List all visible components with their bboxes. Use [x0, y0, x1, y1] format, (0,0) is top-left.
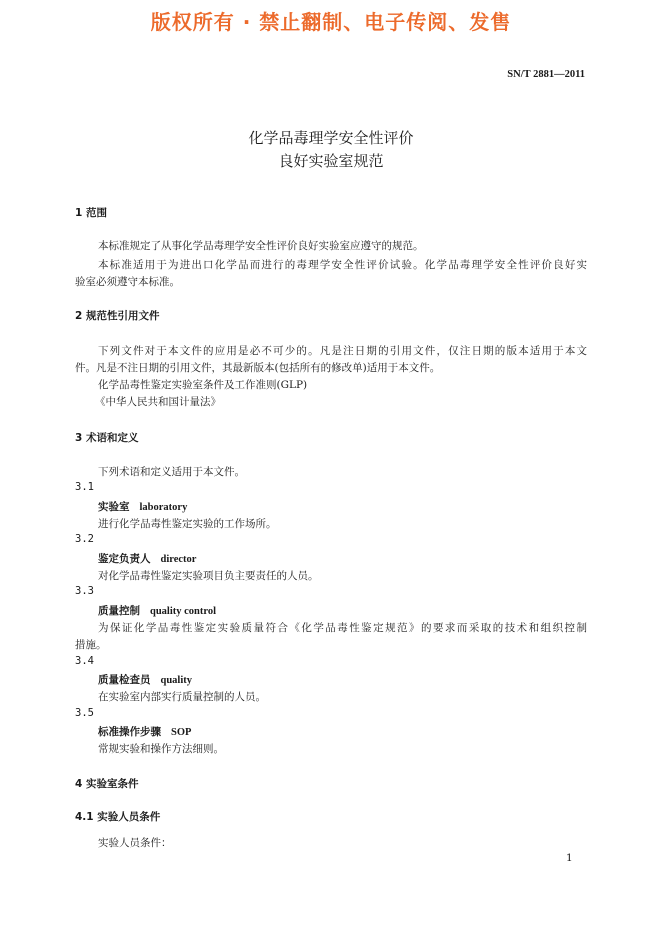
- term-entry-laboratory: [98, 499, 187, 514]
- term-cn: 实验室: [98, 501, 130, 513]
- subsection-heading-personnel: 4.1 实验人员条件: [75, 811, 161, 823]
- section-heading-terms-definitions: 3 术语和定义: [75, 432, 139, 444]
- page-number: 1: [566, 852, 573, 864]
- term-cn: 质量控制: [98, 605, 140, 617]
- copyright-banner: 版权所有 · 禁止翻制、电子传阅、发售: [150, 10, 512, 34]
- section-heading-normative-references: 2 规范性引用文件: [75, 310, 160, 322]
- term-number: 3.5: [75, 707, 94, 719]
- term-en: quality control: [150, 606, 217, 617]
- reference-item-metrology-law: 《中华人民共和国计量法》: [95, 396, 221, 408]
- term-number: 3.1: [75, 481, 94, 493]
- term-number: 3.3: [75, 585, 94, 597]
- term-number: 3.2: [75, 533, 94, 545]
- term-entry-director: [98, 551, 196, 566]
- reference-item-glp: 化学品毒性鉴定实验室条件及工作准则(GLP): [98, 379, 308, 391]
- term-definition-line1: 为保证化学品毒性鉴定实验质量符合《化学品毒性鉴定规范》的要求而采取的技术和组织控制: [98, 622, 587, 634]
- terms-intro: 下列术语和定义适用于本文件。: [98, 466, 245, 478]
- term-entry-sop: [98, 724, 191, 739]
- term-entry-quality-control: [98, 603, 216, 618]
- personnel-paragraph: 实验人员条件：: [98, 837, 172, 849]
- references-paragraph-line1: 下列文件对于本文件的应用是必不可少的。凡是注日期的引用文件，仅注日期的版本适用于本文: [98, 345, 587, 357]
- standard-number: SN/T 2881—2011: [507, 69, 585, 80]
- term-en: quality: [160, 675, 193, 686]
- section-heading-laboratory-conditions: 4 实验室条件: [75, 778, 139, 790]
- term-definition: 常规实验和操作方法细则。: [98, 743, 224, 755]
- term-entry-quality-inspector: [98, 672, 192, 687]
- document-title-line2: 良好实验室规范: [278, 152, 384, 170]
- term-cn: 标准操作步骤: [98, 726, 161, 738]
- scope-paragraph-2-line2: 验室必须遵守本标准。: [75, 276, 180, 288]
- scope-paragraph-2-line1: 本标准适用于为进出口化学品而进行的毒理学安全性评价试验。化学品毒理学安全性评价良好实: [98, 259, 587, 271]
- term-en: director: [160, 554, 197, 565]
- term-cn: 鉴定负责人: [98, 553, 151, 565]
- term-en: laboratory: [139, 502, 188, 513]
- section-heading-scope: 1 范围: [75, 207, 107, 219]
- term-definition: 进行化学品毒性鉴定实验的工作场所。: [98, 518, 277, 530]
- term-cn: 质量检查员: [98, 674, 151, 686]
- term-definition: 在实验室内部实行质量控制的人员。: [98, 691, 266, 703]
- references-paragraph-line2: 件。凡是不注日期的引用文件，其最新版本(包括所有的修改单)适用于本文件。: [75, 362, 441, 374]
- term-en: SOP: [171, 727, 192, 738]
- scope-paragraph-1: 本标准规定了从事化学品毒理学安全性评价良好实验室应遵守的规范。: [98, 240, 424, 252]
- document-title-line1: 化学品毒理学安全性评价: [248, 129, 414, 147]
- term-definition: 对化学品毒性鉴定实验项目负主要责任的人员。: [98, 570, 319, 582]
- term-definition-line2: 措施。: [75, 639, 107, 651]
- term-number: 3.4: [75, 655, 94, 667]
